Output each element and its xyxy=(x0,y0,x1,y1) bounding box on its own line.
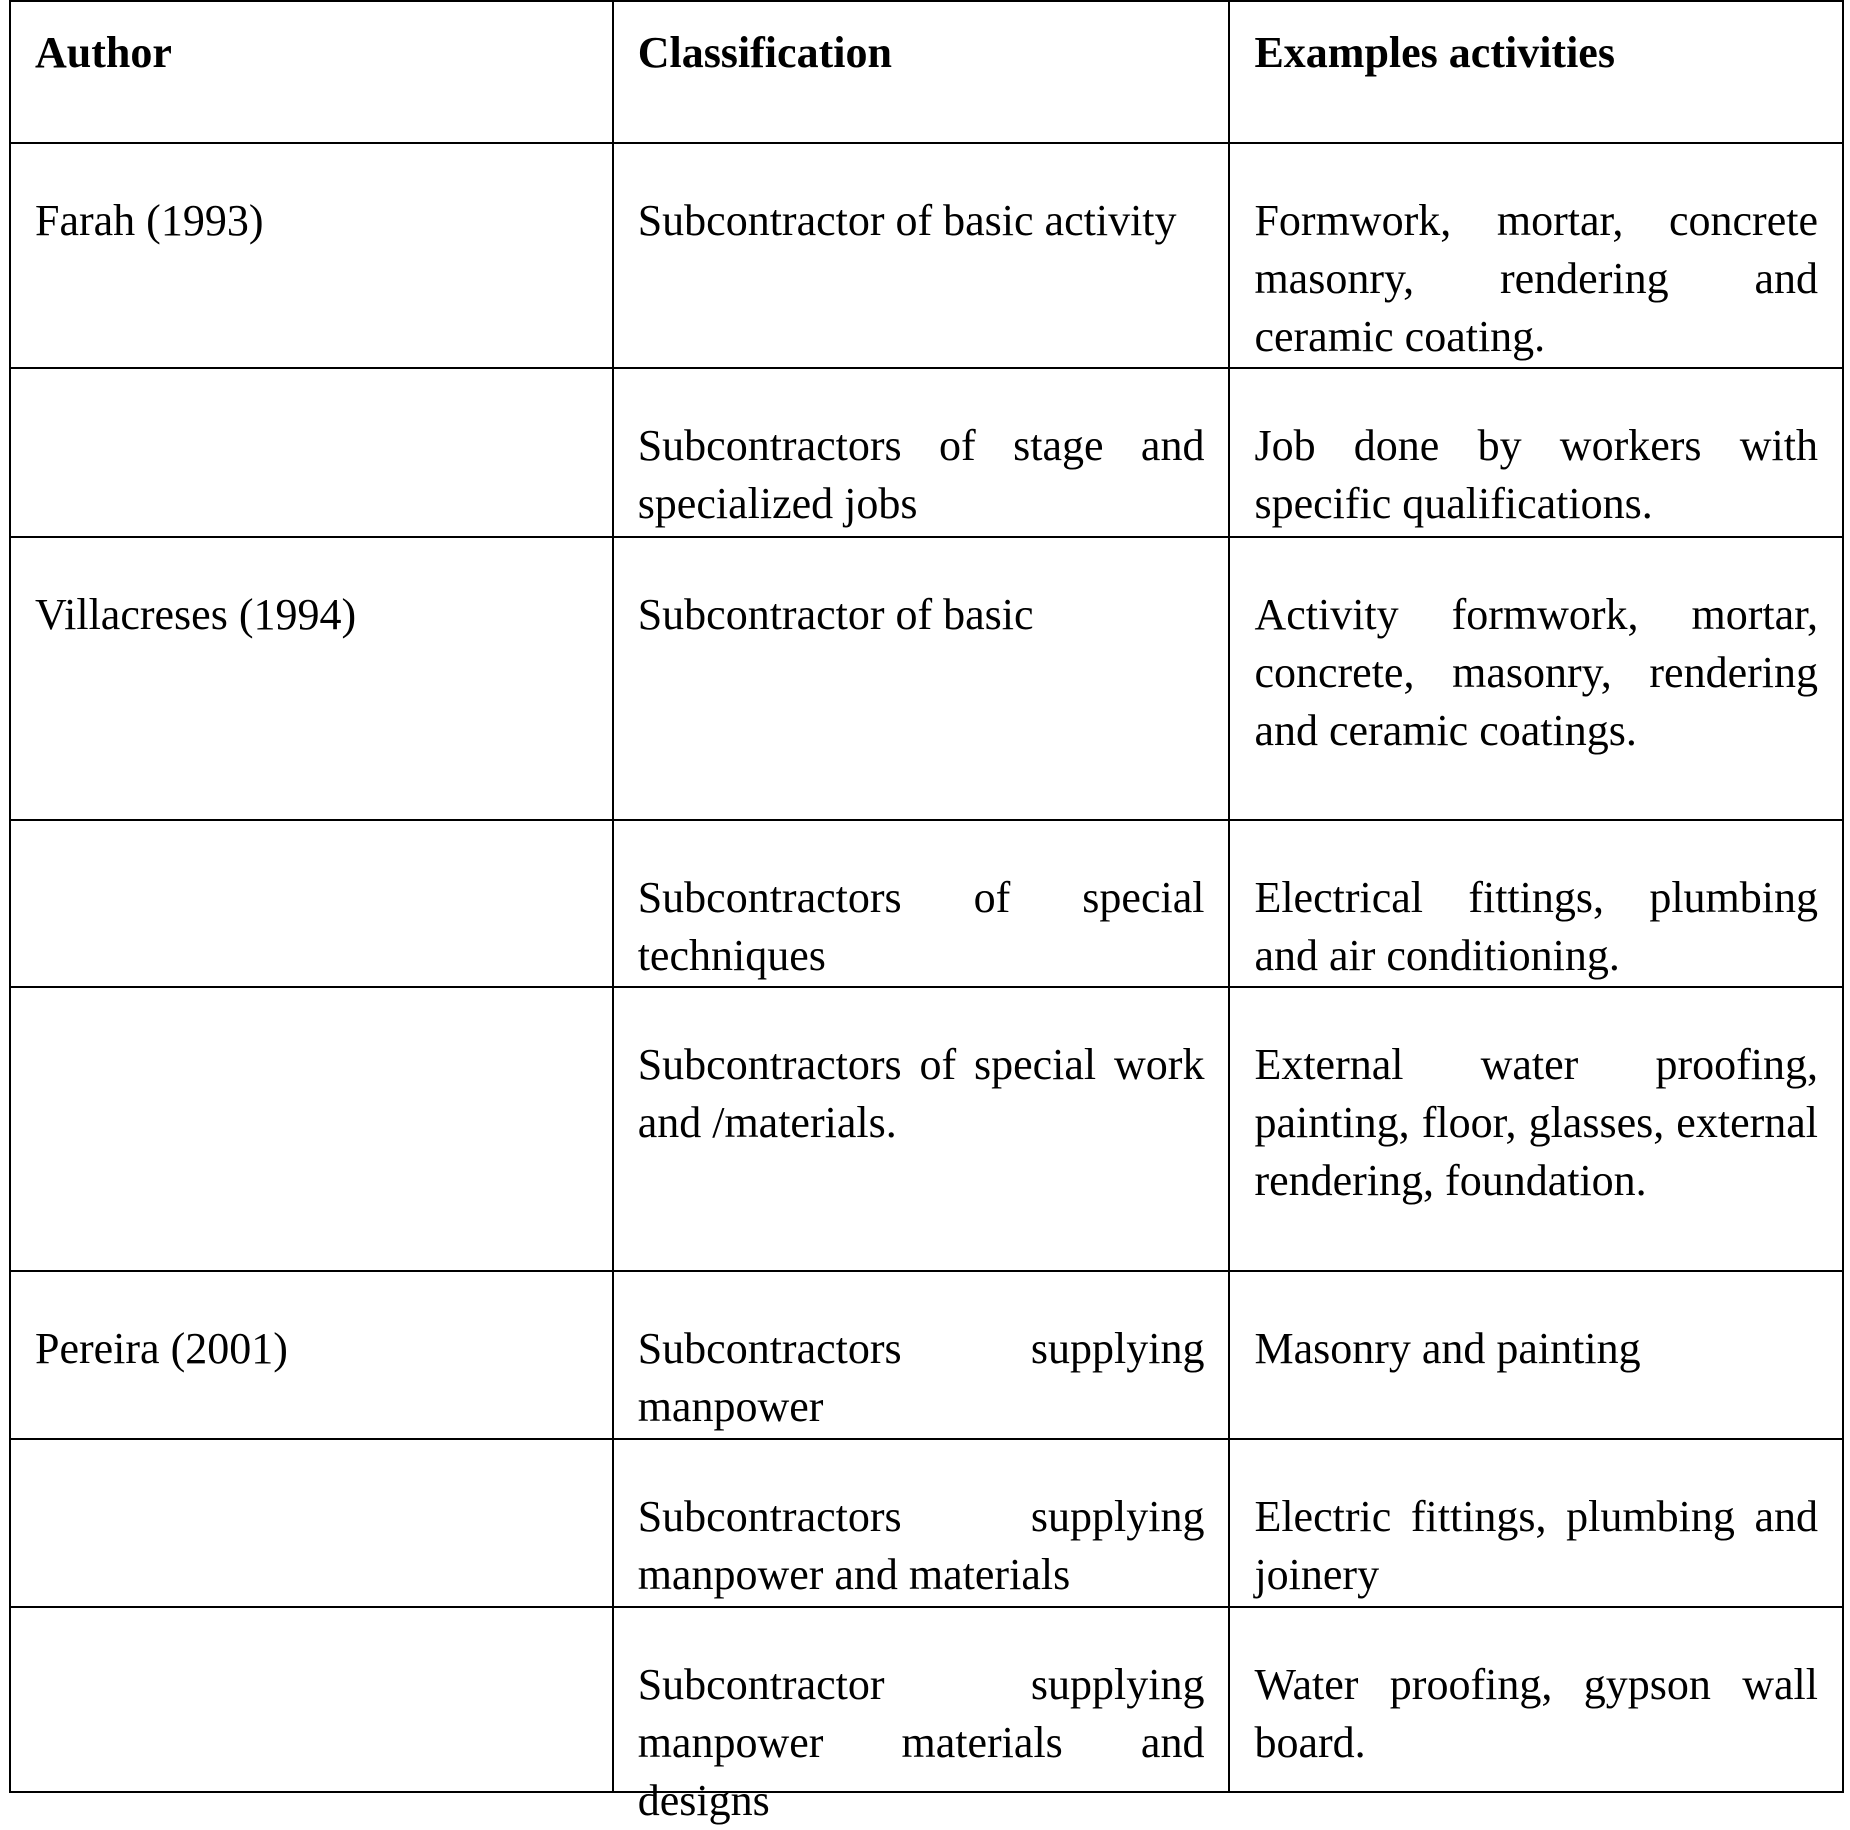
table-row xyxy=(10,368,1843,537)
examples-text: Activity formwork, mortar, concrete, masonry, rendering and ceramic coatings. xyxy=(1254,590,1818,755)
classification-text: Subcontractors of special techniques xyxy=(637,873,1205,980)
examples-text: Formwork, mortar, concrete masonry, rendering and ceramic coating. xyxy=(1254,196,1818,361)
classification-text: Subcontractor of basic xyxy=(637,590,1034,639)
table-row xyxy=(10,1271,1843,1439)
cell-author xyxy=(10,987,613,1271)
cell-classification xyxy=(613,537,1230,820)
table-row xyxy=(10,1439,1843,1607)
author-text xyxy=(35,417,588,536)
author-text: Villacreses (1994) xyxy=(35,590,357,639)
examples-text: Electric fittings, plumbing and joinery xyxy=(1254,1492,1818,1599)
cell-author xyxy=(10,1271,613,1439)
author-text xyxy=(35,1488,588,1606)
cell-examples xyxy=(1229,537,1843,820)
table-row xyxy=(10,820,1843,987)
cell-examples xyxy=(1229,143,1843,368)
cell-classification xyxy=(613,143,1230,368)
author-text: Farah (1993) xyxy=(35,196,264,245)
cell-classification xyxy=(613,820,1230,987)
author-text: Pereira (2001) xyxy=(35,1324,288,1373)
header-row xyxy=(10,1,1843,143)
cell-examples xyxy=(1229,820,1843,987)
table-row xyxy=(10,537,1843,820)
cell-classification xyxy=(613,987,1230,1271)
classification-text: Subcontractor of basic activity xyxy=(637,196,1177,245)
cell-classification xyxy=(613,1607,1230,1825)
examples-text: Masonry and painting xyxy=(1254,1324,1641,1373)
classification-text: Subcontractors supplying manpower and materials xyxy=(637,1492,1205,1599)
classification-text: Subcontractors supplying manpower xyxy=(637,1324,1205,1431)
author-text xyxy=(35,1656,588,1791)
cell-classification xyxy=(613,368,1230,537)
cell-classification xyxy=(613,1439,1230,1607)
examples-text: Electrical fittings, plumbing and air conditioning. xyxy=(1254,873,1818,980)
cell-author xyxy=(10,368,613,537)
examples-text: Job done by workers with specific qualifications. xyxy=(1254,421,1818,528)
header-author: Author xyxy=(10,1,613,143)
examples-text: Water proofing, gypson wall board. xyxy=(1254,1660,1818,1767)
cell-author xyxy=(10,143,613,368)
cell-classification xyxy=(613,1271,1230,1439)
cell-examples xyxy=(1229,987,1843,1271)
table-row xyxy=(10,1607,1843,1792)
cell-examples xyxy=(1229,368,1843,537)
cell-author xyxy=(10,537,613,820)
author-text xyxy=(35,1036,588,1270)
header-classification: Classification xyxy=(613,1,1230,143)
cell-author xyxy=(10,820,613,987)
subcontractor-classification-table xyxy=(9,0,1844,1825)
cell-examples xyxy=(1229,1439,1843,1607)
table-row xyxy=(10,143,1843,368)
cell-examples xyxy=(1229,1607,1843,1792)
cell-author xyxy=(10,1439,613,1607)
cell-author xyxy=(10,1607,613,1792)
examples-text: External water proofing, painting, floor, glasses, external rendering, foundation. xyxy=(1254,1040,1818,1205)
classification-text: Subcontractors of stage and specialized jobs xyxy=(637,421,1205,528)
classification-text: Subcontractor supplying manpower materials and designs xyxy=(637,1660,1205,1825)
cell-examples xyxy=(1229,1271,1843,1439)
header-examples: Examples activities xyxy=(1229,1,1843,143)
author-text xyxy=(35,869,588,986)
table-row xyxy=(10,987,1843,1271)
classification-text: Subcontractors of special work and /materials. xyxy=(637,1040,1205,1147)
